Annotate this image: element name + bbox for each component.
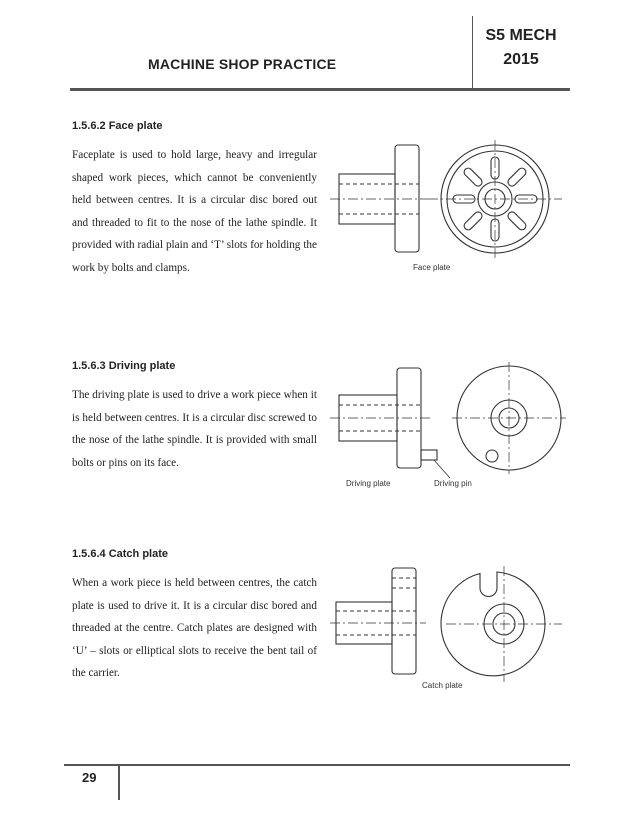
catch-plate-figure — [328, 564, 568, 694]
header-divider — [472, 16, 473, 89]
face-plate-figure — [328, 140, 568, 275]
face-plate-caption: Face plate — [413, 263, 451, 272]
footer-divider — [118, 766, 120, 800]
course-year: 2015 — [503, 51, 539, 68]
section-text-driving-plate: The driving plate is used to drive a work piece when it is held between centres. It is a circular disc screwed to the nose of the lathe spindle. It is provided with small bolts or pins on its face. — [72, 389, 317, 469]
page-number: 29 — [82, 770, 97, 785]
course-box — [480, 24, 562, 72]
driving-pin-caption: Driving pin — [434, 479, 472, 488]
catch-plate-caption: Catch plate — [422, 681, 463, 690]
driving-plate-caption: Driving plate — [346, 479, 391, 488]
section-heading-face-plate: 1.5.6.2 Face plate — [72, 120, 163, 132]
footer-rule — [64, 764, 570, 766]
section-heading-catch-plate: 1.5.6.4 Catch plate — [72, 548, 168, 560]
course-label: S5 MECH — [485, 27, 557, 44]
document-title: MACHINE SHOP PRACTICE — [148, 56, 337, 72]
section-text-catch-plate: When a work piece is held between centres, the catch plate is used to drive it. It is a circular disc bored and threaded at the centre. Catch plates are designed with ‘U’ – slots or elliptical slots to receive the bent tail of the carrier. — [72, 577, 317, 679]
header-rule — [70, 88, 570, 91]
section-heading-driving-plate: 1.5.6.3 Driving plate — [72, 360, 176, 372]
driving-plate-figure — [328, 362, 568, 492]
section-text-face-plate: Faceplate is used to hold large, heavy and irregular shaped work pieces, which cannot be conveniently held between centres. It is a circular disc bored out and threaded to fit to the nose of the lathe spindle. It provided with radial plain and ‘T’ slots for holding the work by bolts and clamps. — [72, 149, 317, 274]
